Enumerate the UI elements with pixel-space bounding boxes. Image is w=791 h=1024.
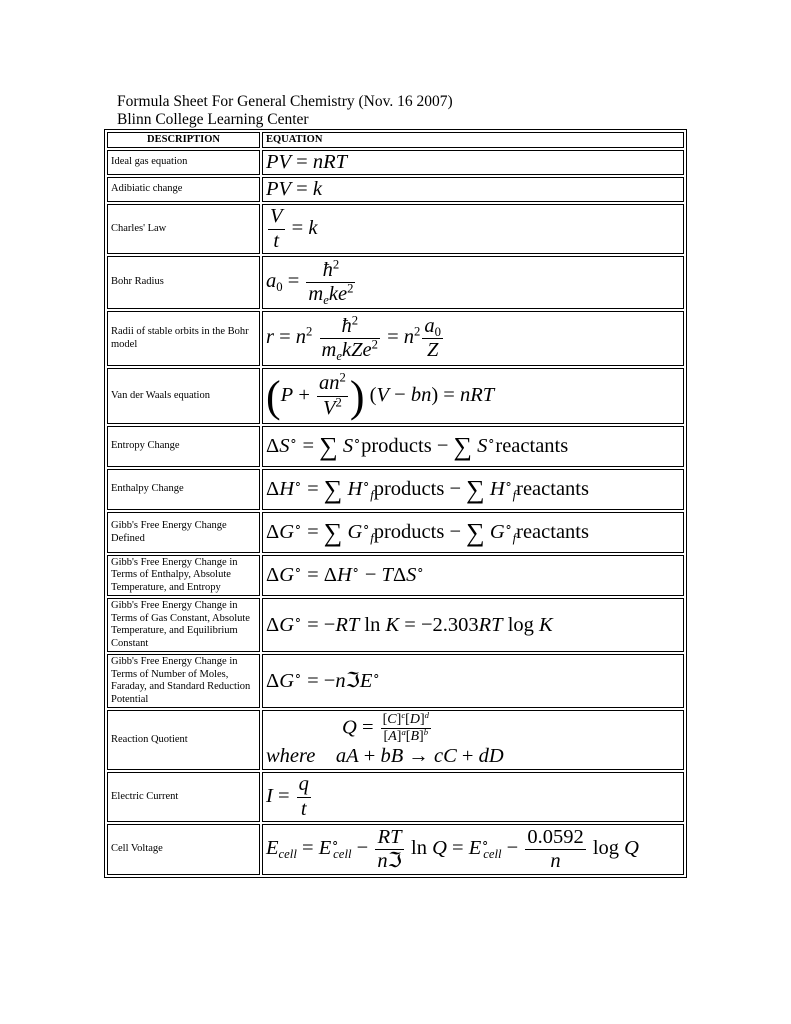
row-description: Gibb's Free Energy Change Defined bbox=[107, 512, 260, 553]
van-der-waals-equation: (P + $\frac{an^2}{V^2}$ ) (V − bn) = nRT bbox=[266, 370, 495, 421]
table-row bbox=[107, 177, 684, 202]
row-description: Enthalpy Change bbox=[107, 469, 260, 510]
table-row bbox=[107, 426, 684, 467]
table-row bbox=[107, 710, 684, 770]
cell-voltage-equation: $E_{cell} = E^\circ_{cell}$ − $\frac{RT}{\text{nℑ}}$ $\ln Q = E^\circ_{cell}$ − $\frac{0.0592}{n}$ log Q bbox=[266, 825, 639, 873]
row-equation bbox=[262, 177, 684, 202]
electric-current-equation: I = $\frac{q}{t}$ bbox=[266, 773, 309, 820]
document-subtitle: Blinn College Learning Center bbox=[117, 111, 309, 128]
row-equation bbox=[262, 512, 684, 553]
table-row bbox=[107, 311, 684, 366]
row-equation bbox=[262, 469, 684, 510]
row-equation bbox=[262, 598, 684, 652]
gibbs-equilibrium-equation: ΔG∘ = −RT ln K = −2.303RT log K bbox=[266, 612, 553, 636]
column-header-description: DESCRIPTION bbox=[107, 132, 260, 148]
table-row bbox=[107, 368, 684, 424]
row-equation bbox=[262, 204, 684, 254]
row-equation bbox=[262, 710, 684, 770]
bohr-orbit-radii-equation: $r = n^2$ $\frac{ħ^2}{m_ekZe^2}$ = $n^2$ $\frac{a_0}{Z}$ bbox=[266, 312, 441, 363]
table-row bbox=[107, 256, 684, 309]
row-equation bbox=[262, 311, 684, 366]
gibbs-defined-equation: ΔG∘ = ∑ $G^\circ_fproducts$ − ∑ $G^\circ_freactants$ bbox=[266, 517, 589, 547]
table-row bbox=[107, 150, 684, 175]
table-row bbox=[107, 598, 684, 652]
row-description: Gibb's Free Energy Change in Terms of Enthalpy, Absolute Temperature, and Entropy bbox=[107, 555, 260, 596]
document-title: Formula Sheet For General Chemistry (Nov. 16 2007) bbox=[117, 93, 453, 110]
row-description: Adibiatic change bbox=[107, 177, 260, 202]
enthalpy-change-equation: ΔH∘ = ∑ $H^\circ_fproducts$ − ∑ $H^\circ_freactants$ bbox=[266, 474, 589, 504]
row-equation bbox=[262, 772, 684, 822]
table-row bbox=[107, 824, 684, 875]
row-equation bbox=[262, 824, 684, 875]
adiabatic-equation: PV = k bbox=[266, 178, 322, 201]
gibbs-enthalpy-equation: ΔG∘ = ΔH∘ − TΔS∘ bbox=[266, 562, 425, 587]
row-description: Bohr Radius bbox=[107, 256, 260, 309]
row-equation bbox=[262, 654, 684, 708]
row-equation bbox=[262, 555, 684, 596]
column-header-equation: EQUATION bbox=[262, 132, 684, 148]
bohr-radius-equation: $a_0$ = $\frac{ħ^2}{m_eke^2}$ bbox=[266, 256, 354, 307]
table-row bbox=[107, 654, 684, 708]
table-row bbox=[107, 512, 684, 553]
row-description: Charles' Law bbox=[107, 204, 260, 254]
gibbs-reduction-potential-equation: ΔG∘ = −nℑE∘ bbox=[266, 668, 381, 692]
row-description: Cell Voltage bbox=[107, 824, 260, 875]
table-row bbox=[107, 469, 684, 510]
row-description: Entropy Change bbox=[107, 426, 260, 467]
row-equation bbox=[262, 368, 684, 424]
entropy-change-equation: ΔS∘ = ∑ S∘products − ∑ S∘reactants bbox=[266, 431, 569, 461]
table-row bbox=[107, 555, 684, 596]
row-equation bbox=[262, 150, 684, 175]
row-equation bbox=[262, 256, 684, 309]
row-equation bbox=[262, 426, 684, 467]
ideal-gas-equation: PV = nRT bbox=[266, 151, 348, 174]
row-description: Reaction Quotient bbox=[107, 710, 260, 770]
reaction-quotient-equation: Q = $\frac{[C]^c[D]^d}{[A]^a[B]^b}$ where aA + bB → cC + dD bbox=[266, 710, 504, 768]
table-header-row bbox=[107, 132, 684, 148]
row-description: Ideal gas equation bbox=[107, 150, 260, 175]
formula-table bbox=[104, 129, 687, 878]
charles-law-equation: $\frac{V}{t}$ = k bbox=[270, 205, 318, 252]
table-row bbox=[107, 204, 684, 254]
row-description: Gibb's Free Energy Change in Terms of Number of Moles, Faraday, and Standard Reduction Potential bbox=[107, 654, 260, 708]
row-description: Electric Current bbox=[107, 772, 260, 822]
row-description: Gibb's Free Energy Change in Terms of Gas Constant, Absolute Temperature, and Equilibrium Constant bbox=[107, 598, 260, 652]
row-description: Radii of stable orbits in the Bohr model bbox=[107, 311, 260, 366]
row-description: Van der Waals equation bbox=[107, 368, 260, 424]
table-row bbox=[107, 772, 684, 822]
